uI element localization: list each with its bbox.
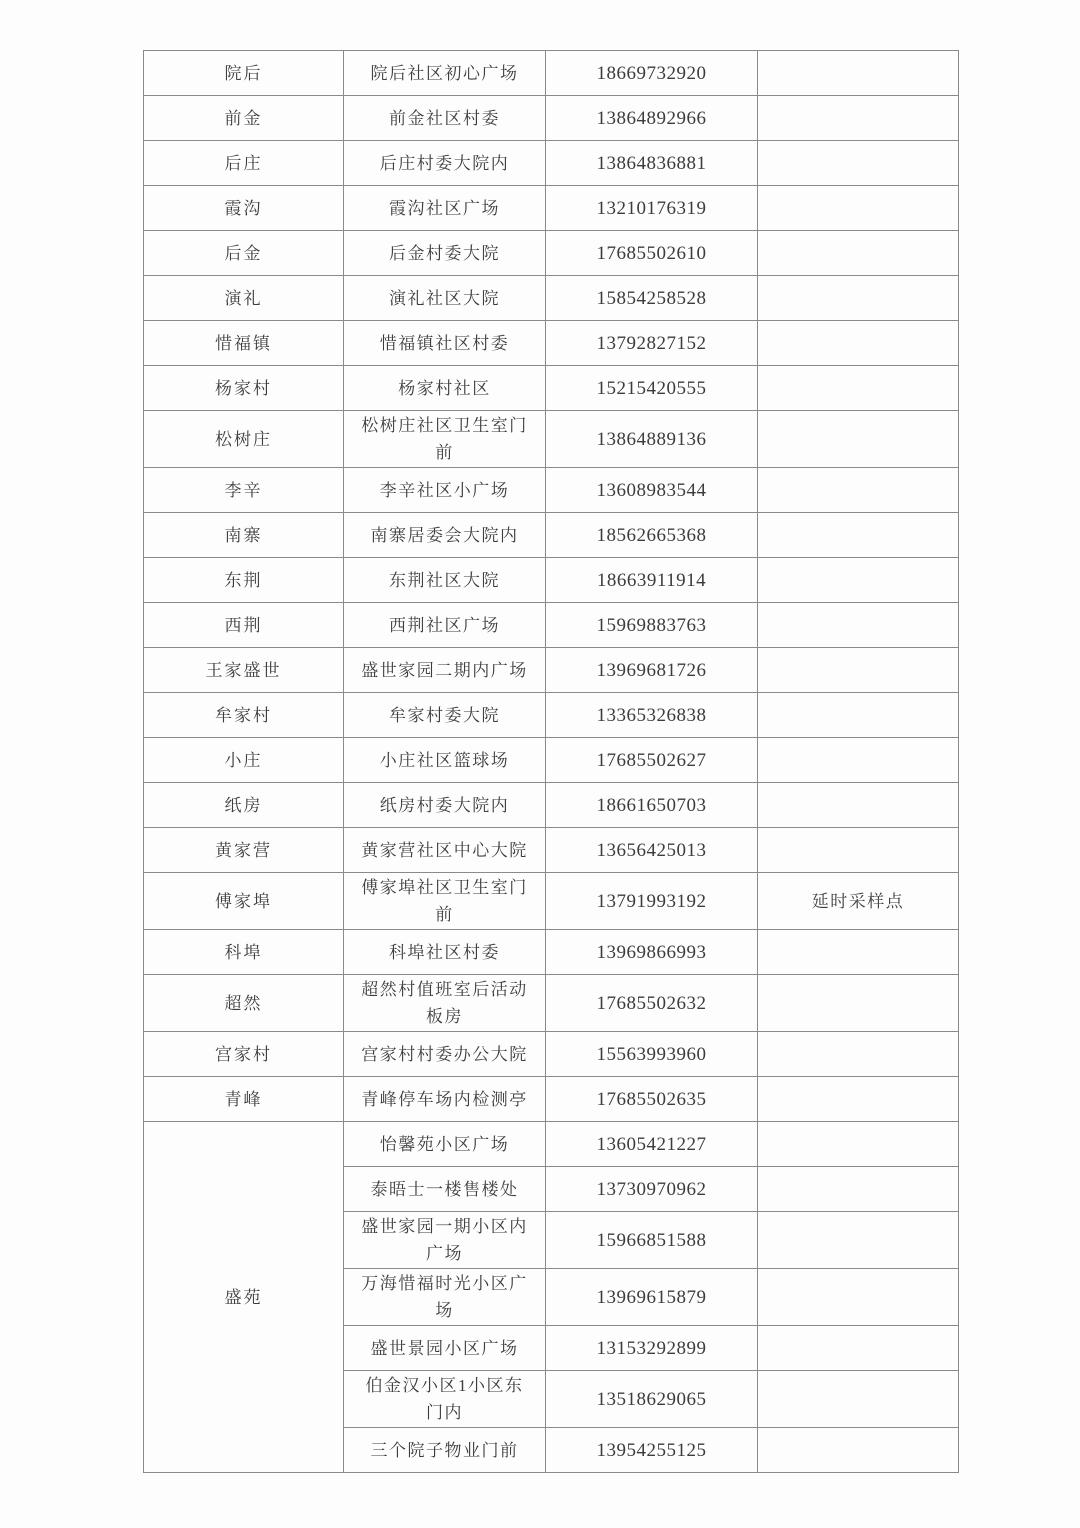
site-location-cell: 杨家村社区 (344, 366, 546, 411)
site-name-cell: 东荆 (144, 558, 344, 603)
site-note-cell (758, 975, 959, 1032)
site-phone-cell: 15215420555 (546, 366, 758, 411)
site-note-cell (758, 141, 959, 186)
site-location-cell: 黄家营社区中心大院 (344, 828, 546, 873)
table-row (144, 930, 959, 975)
site-location-cell: 纸房村委大院内 (344, 783, 546, 828)
site-name-cell: 牟家村 (144, 693, 344, 738)
site-note-cell (758, 738, 959, 783)
site-phone-cell: 15966851588 (546, 1212, 758, 1269)
site-phone-cell: 17685502635 (546, 1077, 758, 1122)
site-location-cell: 松树庄社区卫生室门前 (344, 411, 546, 468)
site-note-cell (758, 693, 959, 738)
table-row (144, 51, 959, 96)
site-location-cell: 泰晤士一楼售楼处 (344, 1167, 546, 1212)
site-phone-cell: 17685502610 (546, 231, 758, 276)
table-row (144, 468, 959, 513)
site-note-cell (758, 1428, 959, 1473)
site-note-cell (758, 1077, 959, 1122)
site-name-cell: 杨家村 (144, 366, 344, 411)
site-name-cell: 宫家村 (144, 1032, 344, 1077)
site-location-cell: 西荆社区广场 (344, 603, 546, 648)
site-name-cell: 院后 (144, 51, 344, 96)
site-name-cell: 王家盛世 (144, 648, 344, 693)
site-phone-cell: 13969866993 (546, 930, 758, 975)
site-note-cell (758, 468, 959, 513)
site-phone-cell: 13791993192 (546, 873, 758, 930)
site-note-cell (758, 1371, 959, 1428)
site-location-cell: 南寨居委会大院内 (344, 513, 546, 558)
site-note-cell (758, 558, 959, 603)
site-note-cell (758, 648, 959, 693)
site-location-cell: 前金社区村委 (344, 96, 546, 141)
site-phone-cell: 13153292899 (546, 1326, 758, 1371)
site-location-cell: 东荆社区大院 (344, 558, 546, 603)
site-name-cell: 惜福镇 (144, 321, 344, 366)
site-note-cell (758, 1122, 959, 1167)
table-row (144, 1077, 959, 1122)
site-phone-cell: 13864836881 (546, 141, 758, 186)
site-location-cell: 怡馨苑小区广场 (344, 1122, 546, 1167)
site-note-cell (758, 1326, 959, 1371)
table-row (144, 186, 959, 231)
table-row (144, 276, 959, 321)
site-note-cell (758, 1167, 959, 1212)
sites-table-body (144, 51, 959, 1473)
site-location-cell: 院后社区初心广场 (344, 51, 546, 96)
site-location-cell: 盛世家园二期内广场 (344, 648, 546, 693)
site-name-cell: 李辛 (144, 468, 344, 513)
site-phone-cell: 13365326838 (546, 693, 758, 738)
site-location-cell: 青峰停车场内检测亭 (344, 1077, 546, 1122)
site-phone-cell: 18562665368 (546, 513, 758, 558)
site-phone-cell: 13969615879 (546, 1269, 758, 1326)
table-row (144, 558, 959, 603)
site-name-cell: 后庄 (144, 141, 344, 186)
site-note-cell (758, 96, 959, 141)
site-location-cell: 盛世家园一期小区内广场 (344, 1212, 546, 1269)
table-row (144, 366, 959, 411)
table-row (144, 1032, 959, 1077)
table-row (144, 513, 959, 558)
site-phone-cell: 13864892966 (546, 96, 758, 141)
site-phone-cell: 15854258528 (546, 276, 758, 321)
site-phone-cell: 18661650703 (546, 783, 758, 828)
table-row (144, 141, 959, 186)
site-name-cell: 小庄 (144, 738, 344, 783)
site-note-cell (758, 366, 959, 411)
site-note-cell (758, 321, 959, 366)
site-note-cell (758, 828, 959, 873)
site-name-cell: 超然 (144, 975, 344, 1032)
site-note-cell (758, 231, 959, 276)
site-note-cell (758, 783, 959, 828)
site-phone-cell: 15563993960 (546, 1032, 758, 1077)
site-location-cell: 后庄村委大院内 (344, 141, 546, 186)
site-location-cell: 超然村值班室后活动板房 (344, 975, 546, 1032)
table-row (144, 603, 959, 648)
site-location-cell: 傅家埠社区卫生室门前 (344, 873, 546, 930)
site-note-cell (758, 186, 959, 231)
site-name-cell: 松树庄 (144, 411, 344, 468)
site-location-cell: 李辛社区小广场 (344, 468, 546, 513)
site-location-cell: 盛世景园小区广场 (344, 1326, 546, 1371)
site-note-cell (758, 411, 959, 468)
site-phone-cell: 18663911914 (546, 558, 758, 603)
site-note-cell (758, 603, 959, 648)
group-name-cell: 盛苑 (144, 1122, 344, 1473)
site-phone-cell: 13969681726 (546, 648, 758, 693)
site-name-cell: 演礼 (144, 276, 344, 321)
site-name-cell: 纸房 (144, 783, 344, 828)
table-row (144, 873, 959, 930)
site-name-cell: 霞沟 (144, 186, 344, 231)
table-row (144, 828, 959, 873)
site-name-cell: 科埠 (144, 930, 344, 975)
site-name-cell: 南寨 (144, 513, 344, 558)
site-name-cell: 后金 (144, 231, 344, 276)
site-location-cell: 霞沟社区广场 (344, 186, 546, 231)
site-phone-cell: 13730970962 (546, 1167, 758, 1212)
site-location-cell: 牟家村委大院 (344, 693, 546, 738)
site-name-cell: 傅家埠 (144, 873, 344, 930)
site-phone-cell: 18669732920 (546, 51, 758, 96)
sampling-sites-table (143, 50, 959, 1473)
site-phone-cell: 13954255125 (546, 1428, 758, 1473)
site-note-cell (758, 1212, 959, 1269)
site-location-cell: 惜福镇社区村委 (344, 321, 546, 366)
site-phone-cell: 13656425013 (546, 828, 758, 873)
table-row (144, 783, 959, 828)
site-location-cell: 万海惜福时光小区广场 (344, 1269, 546, 1326)
site-note-cell (758, 1269, 959, 1326)
site-phone-cell: 15969883763 (546, 603, 758, 648)
site-phone-cell: 17685502632 (546, 975, 758, 1032)
site-phone-cell: 13792827152 (546, 321, 758, 366)
table-row (144, 693, 959, 738)
site-note-cell (758, 930, 959, 975)
site-phone-cell: 13518629065 (546, 1371, 758, 1428)
site-location-cell: 科埠社区村委 (344, 930, 546, 975)
site-note-cell (758, 1032, 959, 1077)
table-row (144, 231, 959, 276)
site-location-cell: 伯金汉小区1小区东门内 (344, 1371, 546, 1428)
table-row (144, 96, 959, 141)
site-phone-cell: 13864889136 (546, 411, 758, 468)
site-name-cell: 黄家营 (144, 828, 344, 873)
site-phone-cell: 17685502627 (546, 738, 758, 783)
site-note-cell: 延时采样点 (758, 873, 959, 930)
site-note-cell (758, 513, 959, 558)
site-location-cell: 演礼社区大院 (344, 276, 546, 321)
site-location-cell: 宫家村村委办公大院 (344, 1032, 546, 1077)
site-name-cell: 前金 (144, 96, 344, 141)
table-row (144, 648, 959, 693)
table-row (144, 321, 959, 366)
site-location-cell: 后金村委大院 (344, 231, 546, 276)
table-row (144, 1122, 959, 1167)
site-name-cell: 青峰 (144, 1077, 344, 1122)
site-note-cell (758, 51, 959, 96)
site-location-cell: 小庄社区篮球场 (344, 738, 546, 783)
site-phone-cell: 13605421227 (546, 1122, 758, 1167)
table-row (144, 975, 959, 1032)
site-phone-cell: 13210176319 (546, 186, 758, 231)
site-note-cell (758, 276, 959, 321)
table-row (144, 738, 959, 783)
site-location-cell: 三个院子物业门前 (344, 1428, 546, 1473)
site-phone-cell: 13608983544 (546, 468, 758, 513)
site-name-cell: 西荆 (144, 603, 344, 648)
table-row (144, 411, 959, 468)
